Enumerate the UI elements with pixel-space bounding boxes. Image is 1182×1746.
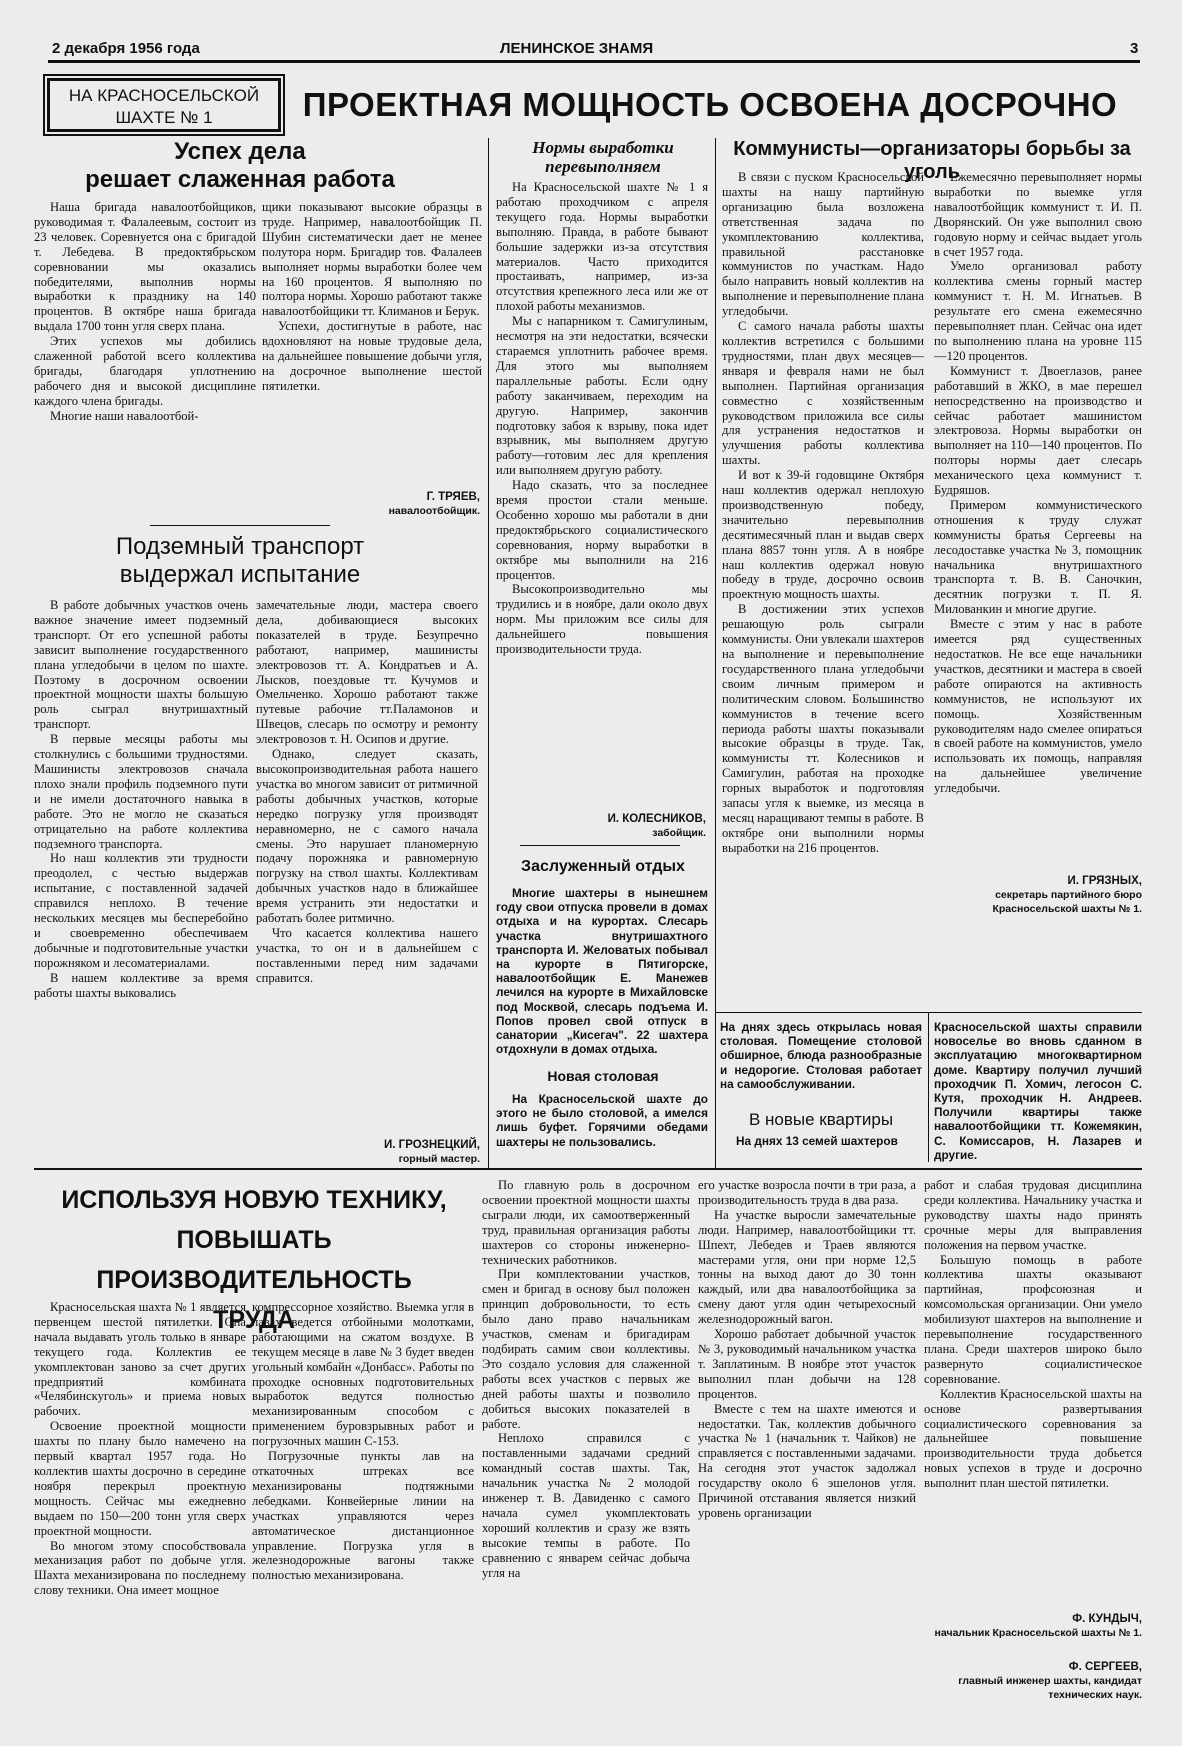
article3-divider bbox=[520, 845, 680, 846]
main-headline: ПРОЕКТНАЯ МОЩНОСТЬ ОСВОЕНА ДОСРОЧНО bbox=[302, 86, 1118, 123]
article8-p9: его участке возросла почти в три раза, а производительность труда в два раза. bbox=[698, 1178, 916, 1207]
article5-col bbox=[496, 1092, 708, 1149]
article8-p6: По главную роль в досрочном освоении проектной мощности шахты сыграли люди, их самоотверженный труд, правильная организация работы шахтеров со стороны инженерно-технических работников. bbox=[482, 1178, 690, 1267]
article6-p4: В достижении этих успехов решающую роль сыграли коммунисты. Они увлекали шахтеров на выполнение и перевыполнение государственного плана угледобычи своим личным примером и политическим словом. Большинство коммунистов в течение всего периода работы шахты показывали высокие образцы в труде. Так, коммунисты тт. Колесников и Самигулин, работая на проходке горных выработок и подготовляя запасы угля к выемке, из месяца в месяц наращивают темпы в работе. В октябре они выполнили нормы выработки на 216 процентов. bbox=[722, 602, 924, 855]
article1-title-line2: решает слаженная работа bbox=[85, 166, 395, 193]
article3-p1: На Красносельской шахте № 1 я работаю проходчиком с апреля текущего года. Нормы выработки выполняю. Правда, в работе бывают большие задержки из-за отсутствия материалов. Часто приходится простаивать, например, из-за отсутствия крепежного леса или же от плохой работы механизмов. bbox=[496, 180, 708, 314]
article8-author-2-role: главный инженер шахты, кандидат технических наук. bbox=[958, 1675, 1142, 1701]
article6-p3: И вот к 39-й годовщине Октября наш коллектив одержал неплохую производственную победу, значительно перевыполнив десятимесячный план и выдав сверх плана 8857 тонн угля. А в ноябре наш коллектив одержал новую победу в труде, досрочно освоив проектную мощность шахты. bbox=[722, 468, 924, 602]
article3-title bbox=[490, 138, 716, 176]
article6-p6: Умело организовал работу коллектива смены горный мастер коммунист т. Н. М. Игнатьев. В результате его смена ежемесячно перевыполняет план. Сейчас она идет по выполнению плана на уровне 115—120 процентов. bbox=[934, 259, 1142, 363]
article7-title: В новые квартиры bbox=[748, 1110, 894, 1129]
article7-text1: Красносельской шахты справили новоселье во вновь сданном в эксплуатацию многоквартирном доме. Квартиру получил лучший проходчик П. Хомич, легосон С. Кутя, проходчик Н. Андреев. Получили квартиры также навалоотбойщики тт. Кожемякин, С. Комиссаров, Н. Лазарев и другие. bbox=[934, 1020, 1142, 1162]
article8-col3 bbox=[482, 1178, 690, 1580]
article7-col2 bbox=[934, 1020, 1142, 1162]
article6-p2: С самого начала работы шахты коллектив встретился с большими трудностями, план двух месяцев—января и февраля нами не был выполнен. Партийная организация совместно с хозяйственным руководством приложила все силы для устранения недостатков и улучшения работы коллектива шахты. bbox=[722, 319, 924, 468]
article8-title-line1: ИСПОЛЬЗУЯ НОВУЮ ТЕХНИКУ, bbox=[61, 1186, 447, 1214]
section-separator bbox=[34, 1168, 1142, 1170]
article3-title-line1: Нормы выработки bbox=[532, 138, 674, 157]
article8-author-1-role: начальник Красносельской шахты № 1. bbox=[934, 1627, 1142, 1639]
article1-signature bbox=[300, 490, 480, 518]
article1-p5: Успехи, достигнутые в работе, нас вдохновляют на новые трудовые дела, на дальнейшее повышение добычи угля, на досрочное выполнение шестой пятилетки. bbox=[262, 319, 482, 393]
masthead bbox=[50, 38, 1140, 60]
article6-author-role: секретарь партийного бюро Красносельской шахты № 1. bbox=[992, 889, 1142, 915]
article7-col1 bbox=[720, 1134, 922, 1148]
article6-author: И. ГРЯЗНЫХ, bbox=[1067, 875, 1142, 887]
article4-col bbox=[496, 886, 708, 1056]
stamp-line-1: НА КРАСНОСЕЛЬСКОЙ bbox=[68, 86, 260, 105]
stamp-line-2: ШАХТЕ № 1 bbox=[115, 108, 213, 127]
page-number: 3 bbox=[1130, 40, 1139, 57]
article6-p9: Вместе с этим у нас в работе имеется ряд существенных недостатков. Не все еще начальники участков, десятники и мастера в своей работе опираются на активность коммунистов, не используют их помощь. Хозяйственным руководителям надо смелее опираться в своей работе на коммунистов, умело использовать их помощь, направляя на дальнейшее увеличение угледобычи. bbox=[934, 617, 1142, 796]
article8-title-line2: ПОВЫШАТЬ ПРОИЗВОДИТЕЛЬНОСТЬ bbox=[96, 1226, 412, 1294]
article2-p7: Что касается коллектива нашего участка, то он и в дальнейшем с поставленными перед ним задачами справится. bbox=[256, 925, 478, 985]
article3-title-line2: перевыполняем bbox=[545, 157, 661, 176]
article5-col2 bbox=[720, 1020, 922, 1091]
article3-author: И. КОЛЕСНИКОВ, bbox=[607, 813, 706, 825]
article5-text: На Красносельской шахте до этого не было столовой, а имелся лишь буфет. Горячими обедами шахтеры не пользовались. bbox=[496, 1092, 708, 1149]
article8-col5 bbox=[924, 1178, 1142, 1491]
bottom-divider-right bbox=[716, 1012, 1142, 1013]
article8-p4: компрессорное хозяйство. Выемка угля в лавах ведется отбойными молотками, работающими на сжатом воздухе. В текущем месяце в лаве № 3 будет введен угольный комбайн «Донбасс». Работы по проходке основных подготовительных выработок ведутся полностью механизированным способом с применением буровзрывных работ и погрузочных машин С-153. bbox=[252, 1300, 474, 1449]
article1-col2 bbox=[262, 200, 482, 394]
article8-p14: Большую помощь в работе коллектива шахты оказывают партийная, профсоюзная и комсомольская организации. Они умело мобилизуют шахтеров на выполнение и перевыполнение государственного плана. Среди шахтеров широко было развернуто социалистическое соревнование. bbox=[924, 1252, 1142, 1386]
article2-p3: Но наш коллектив эти трудности преодолел, с честью выдержав испытание, с поставленной задачей справился неплохо. В течение нескольких месяцев мы бесперебойно и своевременно обеспечиваем добычные и подготовительные участки порожняком и лесоматериалами. bbox=[34, 851, 248, 970]
article3-signature bbox=[510, 812, 706, 840]
article6-p7: Коммунист т. Двоеглазов, ранее работавший в ЖКО, в мае перешел непосредственно на производство и сейчас работает машинистом электровоза. Нормы выработки он выполняет на 110—140 процентов. По полторы нормы дает слесарь механического цеха коммунист т. Будряшов. bbox=[934, 363, 1142, 498]
article1-author-role: навалоотбойщик. bbox=[388, 505, 480, 517]
article6-col2 bbox=[934, 170, 1142, 796]
column-rule-2 bbox=[715, 138, 716, 1168]
article8-p7: При комплектовании участков, смен и бригад в основу был положен принцип добровольности, то есть было дано право начальникам участков, сменам и бригадирам подбирать самим свои коллективы. Это создало условия для слаженной работы всех участков с первых же дней работы шахты и позволило добиться высоких показателей в работе. bbox=[482, 1267, 690, 1431]
article3-col bbox=[496, 180, 708, 657]
article8-p15: Коллектив Красносельской шахты на основе развертывания социалистического соревнования за дальнейшее повышение производительности труда добьется новых успехов в труде и досрочно выполнит план шестой пятилетки. bbox=[924, 1386, 1142, 1491]
section-stamp bbox=[47, 78, 281, 132]
article8-author-2: Ф. СЕРГЕЕВ, bbox=[1068, 1661, 1142, 1673]
article2-p1: В работе добычных участков очень важное значение имеет подземный транспорт. От его успешной работы зависит выполнение государственного плана угледобычи в целом по шахте. Поэтому в досрочном освоении проектной мощности шахты большую роль сыграл внутришахтный транспорт. bbox=[34, 598, 248, 732]
article1-title bbox=[70, 138, 410, 194]
article8-p1: Красносельская шахта № 1 является первенцем шестой пятилетки. Она начала выдавать уголь только в январе текущего года. Коллектив ее укомплектован заново за счет других предприятий комбината «Челябинскуголь» и приема новых рабочих. bbox=[34, 1300, 246, 1419]
article2-title-line1: Подземный транспорт bbox=[115, 533, 365, 560]
article6-p8: Примером коммунистического отношения к труду служат коммунисты братья Сергеевы на лесодоставке участка № 3, помощник начальника внутришахтного транспорта т. В. В. Саночкин, десятник погрузки т. П. Я. Милованкин и многие другие. bbox=[934, 497, 1142, 617]
article8-signature-2 bbox=[924, 1660, 1142, 1702]
masthead-rule bbox=[48, 60, 1140, 63]
article6-signature bbox=[930, 874, 1142, 916]
article8-author-1: Ф. КУНДЫЧ, bbox=[1072, 1613, 1142, 1625]
article1-p4: щики показывают высокие образцы в труде. Например, навалоотбойщик П. Шубин систематически дает не менее полутора норм. Бригадир тов. Фалалеев выполняет нормы выработки более чем на 160 процентов. Я выполняю по полтора нормы. Хорошо работают также навалоотбойщики тт. Климанов и Берук. bbox=[262, 200, 482, 319]
article2-p6: Однако, следует сказать, высокопроизводительная работа нашего участка во многом зависит от ритмичной работы добычных участков, которые нередко погрузку угля производят неравномерно, не с самого начала смены. Это нарушает планомерную подачу порожняка и равномерную погрузку на ствол шахты. Коллективам добычных участков надо в ближайшее время устранить эти недостатки и работать более ритмично. bbox=[256, 747, 478, 926]
article2-col2 bbox=[256, 598, 478, 986]
article4-title: Заслуженный отдых bbox=[521, 858, 685, 875]
article8-p3: Во многом этому способствовала механизация работ по добыче угля. Шахта механизирована по последнему слову техники. Она имеет мощное bbox=[34, 1538, 246, 1598]
article3-p3: Надо сказать, что за последнее время простои стали меньше. Особенно хорошо мы работали в дни предоктябрьского социалистического соревнования, норму выработки в октябре мы выполнили на 216 процентов. bbox=[496, 478, 708, 582]
article3-author-role: забойщик. bbox=[652, 827, 706, 839]
article8-p2: Освоение проектной мощности шахты по плану было намечено на первый квартал 1957 года. Но коллектив шахты досрочно в середине ноября перекрыл проектную мощность. Сейчас мы ежедневно выдаем по 150—200 тонн угля сверх проектной мощности. bbox=[34, 1419, 246, 1538]
article1-col1 bbox=[34, 200, 256, 424]
article1-divider bbox=[150, 525, 330, 526]
article8-p8: Неплохо справился с поставленными задачами средний командный состав шахты. Так, начальник участка № 2 молодой инженер т. В. Давиденко с самого начала сумел укомплектовать хороший коллектив и сразу же взять высокие темпы в работе. По сравнению с январем сейчас добыча угля на bbox=[482, 1431, 690, 1580]
article1-p3: Многие наши навалоотбой- bbox=[50, 408, 199, 423]
article1-p2: Этих успехов мы добились слаженной работой всего коллектива бригады, благодаря уплотнению рабочего дня и высокой дисциплине каждого члена бригады. bbox=[34, 334, 256, 408]
article2-author-role: горный мастер. bbox=[398, 1153, 480, 1165]
article8-title-line3: ТРУДА bbox=[213, 1306, 295, 1334]
article6-col1 bbox=[722, 170, 924, 856]
article5-text2: На днях здесь открылась новая столовая. Помещение столовой обширное, блюда разнообразные и недорогие. Столовая работает на самообслуживании. bbox=[720, 1020, 922, 1091]
article6-p5: Ежемесячно перевыполняет нормы выработки по выемке угля навалоотбойщик коммунист т. И. П. Дворянский. Он уже выполнил свою годовую норму и сейчас выдает уголь в счет 1957 года. bbox=[934, 170, 1142, 259]
article2-title bbox=[70, 533, 410, 589]
article7-text2: На днях 13 семей шахтеров bbox=[736, 1134, 898, 1148]
article8-col2 bbox=[252, 1300, 474, 1583]
article6-p1: В связи с пуском Красносельской шахты на нашу партийную организацию была возложена ответственная задача по укомплектованию коллектива, правильной расстановке коммунистов по участкам. Надо было направить новый коллектив на выполнение и перевыполнение плана угледобычи. bbox=[722, 170, 924, 319]
article2-col1 bbox=[34, 598, 248, 1000]
article2-title-line2: выдержал испытание bbox=[119, 561, 361, 588]
article8-p13: работ и слабая трудовая дисциплина среди коллектива. Начальнику участка и руководству шахты надо принять срочные меры для выправления положения на первом участке. bbox=[924, 1178, 1142, 1252]
article3-p4: Высокопроизводительно мы трудились и в ноябре, дали около двух норм. Мы приложим все силы для дальнейшего повышения производительности труда. bbox=[496, 582, 708, 657]
column-rule-3 bbox=[928, 1012, 929, 1162]
article6-title: Коммунисты—организаторы борьбы за уголь bbox=[733, 138, 1131, 183]
newspaper-name: ЛЕНИНСКОЕ ЗНАМЯ bbox=[500, 40, 654, 57]
issue-date: 2 декабря 1956 года bbox=[52, 40, 200, 57]
article2-p2: В первые месяцы работы мы столкнулись с большими трудностями. Машинисты электровозов сначала плохо знали профиль подземного пути и не имели достаточного навыка в работе. Это не могло не сказаться отрицательно на работе коллектива подземного транспорта. bbox=[34, 732, 248, 851]
article5-title: Новая столовая bbox=[547, 1068, 659, 1084]
article8-signature-1 bbox=[924, 1612, 1142, 1640]
article8-p5: Погрузочные пункты лав на откаточных штреках все механизированы подтяжными лебедками. Конвейерные линии на участках управляются через автоматическое дистанционное управление. Погрузка угля в железнодорожные вагоны также полностью механизирована. bbox=[252, 1449, 474, 1583]
article3-p2: Мы с напарником т. Самигулиным, несмотря на эти недостатки, всячески стараемся уплотнить рабочее время. Для этого мы выполняем параллельные работы. Если одну работу заканчиваем, переходим на другую. Например, закончив подготовку забоя к взрыву, пока идет взрывник, мы выполняем другую работу—готовим лес для крепления или выполняем другую работу. bbox=[496, 314, 708, 478]
article8-p11: Хорошо работает добычной участок № 3, руководимый начальником участка т. Заплатиным. В ноябре этот участок выполнил план добычи на 128 процентов. bbox=[698, 1327, 916, 1401]
article2-p5: замечательные люди, мастера своего дела, добивающиеся высоких показателей в труде. Безупречно работают, например, машинисты электровозов тт. А. Кондратьев и А. Лысков, поездовые тт. Кучумов и Омельченко. Хорошо работают также путевые рабочие тт.Паламонов и Швецов, слесарь по осмотру и ремонту электровозов т. Н. Осипов и другие. bbox=[256, 598, 478, 747]
article8-p10: На участке выросли замечательные люди. Например, навалоотбойщики тт. Шпехт, Лебедев и Траев являются мастерами угля, они при норме 12,5 тонны на выход дают до 30 тонн каждый, или два навалоотбойщика за смену дают угля один четырехосный железнодорожный вагон. bbox=[698, 1207, 916, 1327]
article1-title-line1: Успех дела bbox=[174, 138, 306, 165]
article1-p1: Наша бригада навалоотбойщиков, руководимая т. Фалалеевым, состоит из 23 человек. Соревнуется она с бригадой т. Лебедева. В предоктябрьском соревновании мы оказались победителями, выполнив нормы выработки к празднику на 140 процентов. В октябре наша бригада выдала 1700 тонн угля сверх плана. bbox=[34, 200, 256, 334]
article2-author: И. ГРОЗНЕЦКИЙ, bbox=[384, 1139, 480, 1151]
article8-p12: Вместе с тем на шахте имеются и недостатки. Так, коллектив добычного участка № 1 (начальник т. Чайков) не справляется с поставленными задачами. На сегодня этот участок задолжал государству около 6 эшелонов угля. Причиной отставания является низкий уровень организации bbox=[698, 1401, 916, 1520]
article2-signature bbox=[300, 1138, 480, 1166]
column-rule-1 bbox=[488, 138, 489, 1168]
article1-author: Г. ТРЯЕВ, bbox=[426, 491, 480, 503]
article8-col4 bbox=[698, 1178, 916, 1521]
article4-text: Многие шахтеры в нынешнем году свои отпуска провели в домах отдыха и на курортах. Слесарь участка внутришахтного транспорта И. Желоватых побывал на курорте в Пятигорске, навалоотбойщик Е. Манежев лечился на курорте в Михайловске под Москвой, слесарь подъема И. Попов провел свой отпуск в санатории „Кисегач". 22 шахтера отдохнули в домах отдыха. bbox=[496, 886, 708, 1057]
article8-col1 bbox=[34, 1300, 246, 1598]
article2-p4: В нашем коллективе за время работы шахты выковались bbox=[34, 970, 248, 1000]
